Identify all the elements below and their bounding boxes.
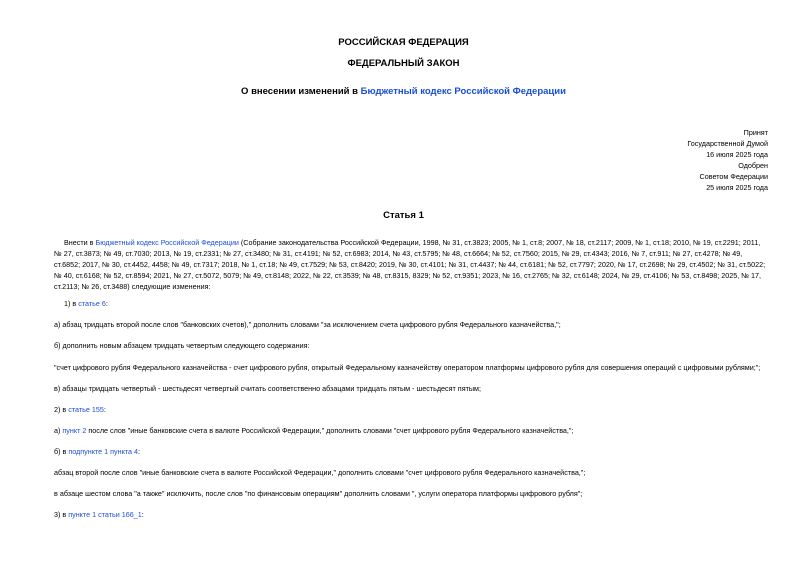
intro-rest: (Собрание законодательства Российской Федерации, 1998, № 31, ст.3823; 2005, № 1, ст.8; 2007, № 18, ст.2117; 2009, № 1, ст.18; 2010, № 19, ст.2291; 2011, № 27, ст.3873; № 49, ст.7030; 2013, № 19, ст.2331; № 27, ст.3480; № 31, ст.4191; № 52, ст.6983; 2014, № 43, ст.5795; № 48, ст.6664; № 52, ст.7560; 2015, № 29, ст.4343; 2016, № 7, ст.911; № 27, ст.4278; № 49, ст.6852; 2017, № 30, ст.4452, 4458; № 49, ст.7317; 2018, № 1, ст.18; № 49, ст.7529; № 53, ст.8420; 2019, № 30, ст.4101; № 31, ст.4437; № 44, ст.6181; № 52, ст.7797; 2020, № 17, ст.2698; № 29, ст.4502; № 31, ст.5022; № 40, ст.6168; № 52, ст.8594; 2021, № 27, ст.5072, 5079; № 49, ст.8148; 2022, № 22, ст.3539; № 48, ст.8315, 8329; № 52, ст.9351; 2023, № 16, ст.2765; № 32, ст.6148; 2024, № 29, ст.4106; № 53, ст.8498; 2025, № 17, ст.2113; № 26, ст.3488) следующие изменения: — [54, 238, 766, 291]
item-1-b: б) дополнить новым абзацем тридцать четвертым следующего содержания: — [54, 341, 310, 350]
approved-label: Одобрен — [738, 161, 768, 170]
budget-code-link[interactable]: Бюджетный кодекс Российской Федерации — [360, 86, 566, 97]
item-2-b-line-2: в абзаце шестом слова "а также" исключить, после слов "по финансовым операциям" дополнить словами ", услуги оператора платформы цифрового рубля"; — [54, 489, 583, 498]
adoption-block — [687, 127, 768, 193]
point-2-link[interactable]: пункт 2 — [62, 426, 87, 435]
article-intro — [54, 237, 768, 292]
item-1 — [64, 298, 784, 309]
country-heading: РОССИЙСКАЯ ФЕДЕРАЦИЯ — [338, 37, 469, 48]
adopted-label: Принят — [743, 128, 768, 137]
article-155-link[interactable]: статье 155 — [68, 405, 104, 414]
item-3-suffix: : — [141, 510, 144, 519]
item-2-a — [54, 425, 774, 436]
article-title: Статья 1 — [383, 210, 424, 221]
approved-date: 25 июля 2025 года — [706, 183, 768, 192]
subpoint-1-point-4-link[interactable]: подпункте 1 пункта 4 — [68, 447, 139, 456]
item-1-a: а) абзац тридцать второй после слов "банковских счетов)," дополнить словами "за исключением счета цифрового рубля Федерального казначейства,"; — [54, 320, 561, 329]
law-title-prefix: О внесении изменений в — [241, 86, 361, 97]
item-1-v: в) абзацы тридцать четвертый - шестьдесят четвертый считать соответственно абзацами тридцать пятым - шестьдесят пятым; — [54, 384, 481, 393]
item-2-b-line-1: абзац второй после слов "иные банковские счета в валюте Российской Федерации," дополнить словами "счет цифрового рубля Федерального казначейства,"; — [54, 468, 586, 477]
item-1-suffix: : — [105, 299, 108, 308]
item-2-b-prefix: б) в — [54, 447, 69, 456]
item-2-a-rest: после слов "иные банковские счета в валюте Российской Федерации," дополнить словами "счет цифрового рубля Федерального казначейства,"; — [86, 426, 574, 435]
intro-budget-code-link[interactable]: Бюджетный кодекс Российской Федерации — [95, 238, 239, 247]
item-2-prefix: 2) в — [54, 405, 69, 414]
point-1-article-166-1-link[interactable]: пункте 1 статьи 166_1 — [68, 510, 142, 519]
approved-by: Советом Федерации — [699, 172, 768, 181]
law-title — [0, 86, 807, 97]
item-2-a-prefix: а) — [54, 426, 63, 435]
item-2-b — [54, 446, 774, 457]
law-type-heading: ФЕДЕРАЛЬНЫЙ ЗАКОН — [347, 58, 460, 69]
intro-prefix: Внести в — [64, 238, 96, 247]
item-3 — [54, 509, 774, 520]
adopted-by: Государственной Думой — [687, 139, 768, 148]
article-6-link[interactable]: статье 6 — [78, 299, 106, 308]
item-2 — [54, 404, 774, 415]
adopted-date: 16 июля 2025 года — [706, 150, 768, 159]
item-1-quote: "счет цифрового рубля Федерального казначейства - счет цифрового рубля, открытый Федеральному казначейству оператором платформы цифрового рубля для совершения операций с цифровыми рублями;"; — [54, 363, 761, 372]
item-1-prefix: 1) в — [64, 299, 79, 308]
item-3-prefix: 3) в — [54, 510, 69, 519]
item-2-b-suffix: : — [138, 447, 141, 456]
item-2-suffix: : — [103, 405, 106, 414]
